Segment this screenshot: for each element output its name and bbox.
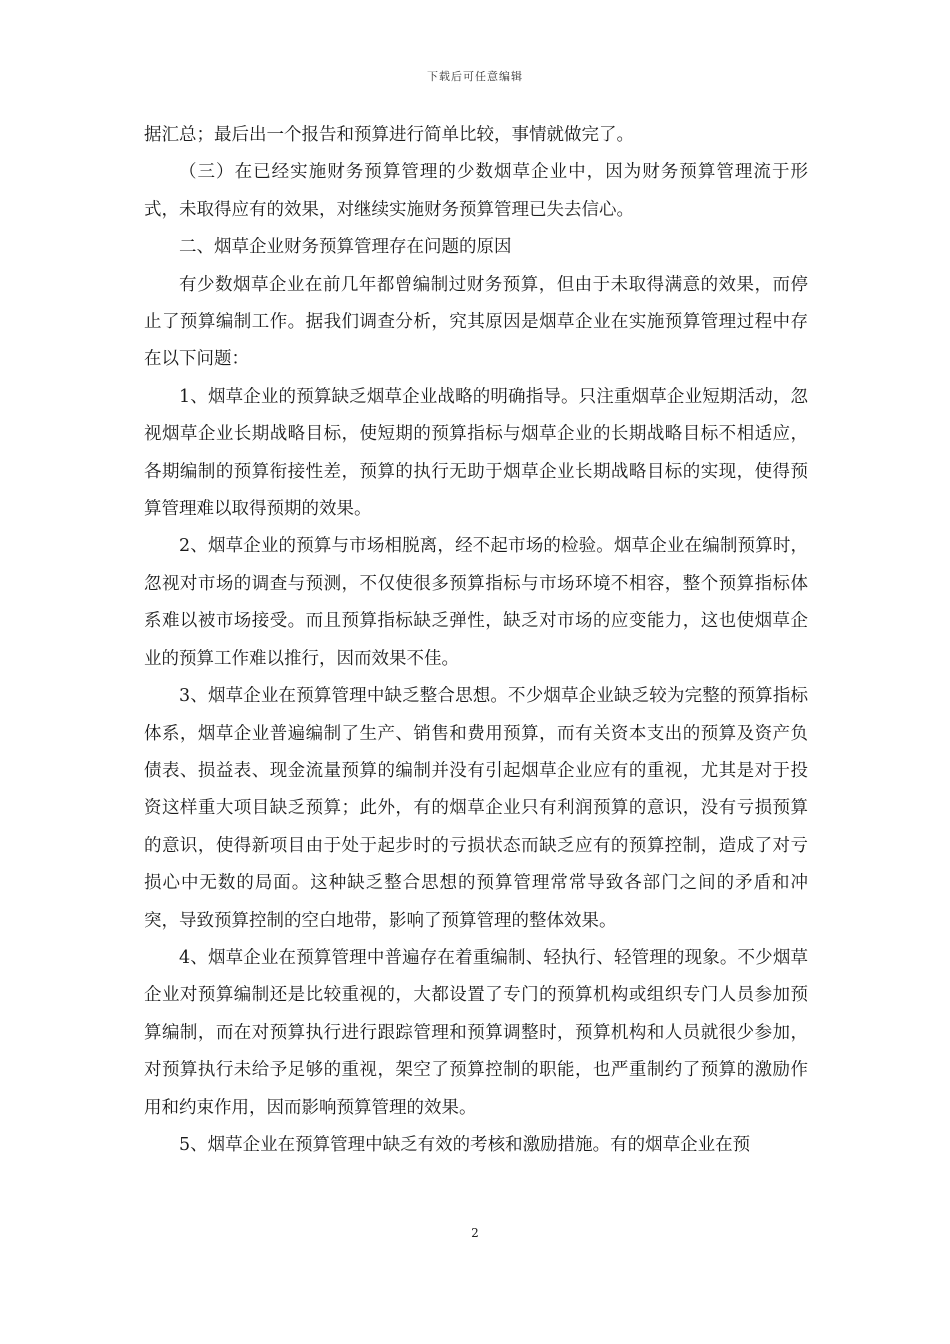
paragraph-1: 据汇总；最后出一个报告和预算进行简单比较，事情就做完了。	[144, 125, 634, 145]
list-item-3: 3、烟草企业在预算管理中缺乏整合思想。不少烟草企业缺乏较为完整的预算指标体系，烟草企业普遍编制了生产、销售和费用预算，而有关资本支出的预算及资产负债表、损益表、现金流量预算的编制并没有引起烟草企业应有的重视，尤其是对于投资这样重大项目缺乏预算；此外，有的烟草企业只有利润预算的意识，没有亏损预算的意识，使得新项目由于处于起步时的亏损状态而缺乏应有的预算控制，造成了对亏损心中无数的局面。这种缺乏整合思想的预算管理常常导致各部门之间的矛盾和冲突，导致预算控制的空白地带，影响了预算管理的整体效果。	[144, 686, 808, 931]
list-item-4: 4、烟草企业在预算管理中普遍存在着重编制、轻执行、轻管理的现象。不少烟草企业对预算编制还是比较重视的，大都设置了专门的预算机构或组织专门人员参加预算编制，而在对预算执行进行跟踪管理和预算调整时，预算机构和人员就很少参加，对预算执行未给予足够的重视，架空了预算控制的职能，也严重制约了预算的激励作用和约束作用，因而影响预算管理的效果。	[144, 947, 808, 1118]
page-number: 2	[471, 1226, 479, 1240]
section-heading: 二、烟草企业财务预算管理存在问题的原因	[179, 237, 512, 258]
paragraph-2: （三）在已经实施财务预算管理的少数烟草企业中，因为财务预算管理流于形式，未取得应有的效果，对继续实施财务预算管理已失去信心。	[144, 162, 808, 220]
list-item-5: 5、烟草企业在预算管理中缺乏有效的考核和激励措施。有的烟草企业在预	[179, 1134, 751, 1155]
list-item-2: 2、烟草企业的预算与市场相脱离，经不起市场的检验。烟草企业在编制预算时，忽视对市场的调查与预测，不仅使很多预算指标与市场环境不相容，整个预算指标体系难以被市场接受。而且预算指标缺乏弹性，缺乏对市场的应变能力，这也使烟草企业的预算工作难以推行，因而效果不佳。	[144, 536, 808, 669]
document-body	[144, 117, 808, 1164]
list-item-1: 1、烟草企业的预算缺乏烟草企业战略的明确指导。只注重烟草企业短期活动，忽视烟草企业长期战略目标，使短期的预算指标与烟草企业的长期战略目标不相适应，各期编制的预算衔接性差，预算的执行无助于烟草企业长期战略目标的实现，使得预算管理难以取得预期的效果。	[144, 386, 808, 520]
page-header: 下载后可任意编辑	[427, 70, 523, 83]
paragraph-3: 有少数烟草企业在前几年都曾编制过财务预算，但由于未取得满意的效果，而停止了预算编制工作。据我们调查分析，究其原因是烟草企业在实施预算管理过程中存在以下问题：	[144, 274, 808, 370]
